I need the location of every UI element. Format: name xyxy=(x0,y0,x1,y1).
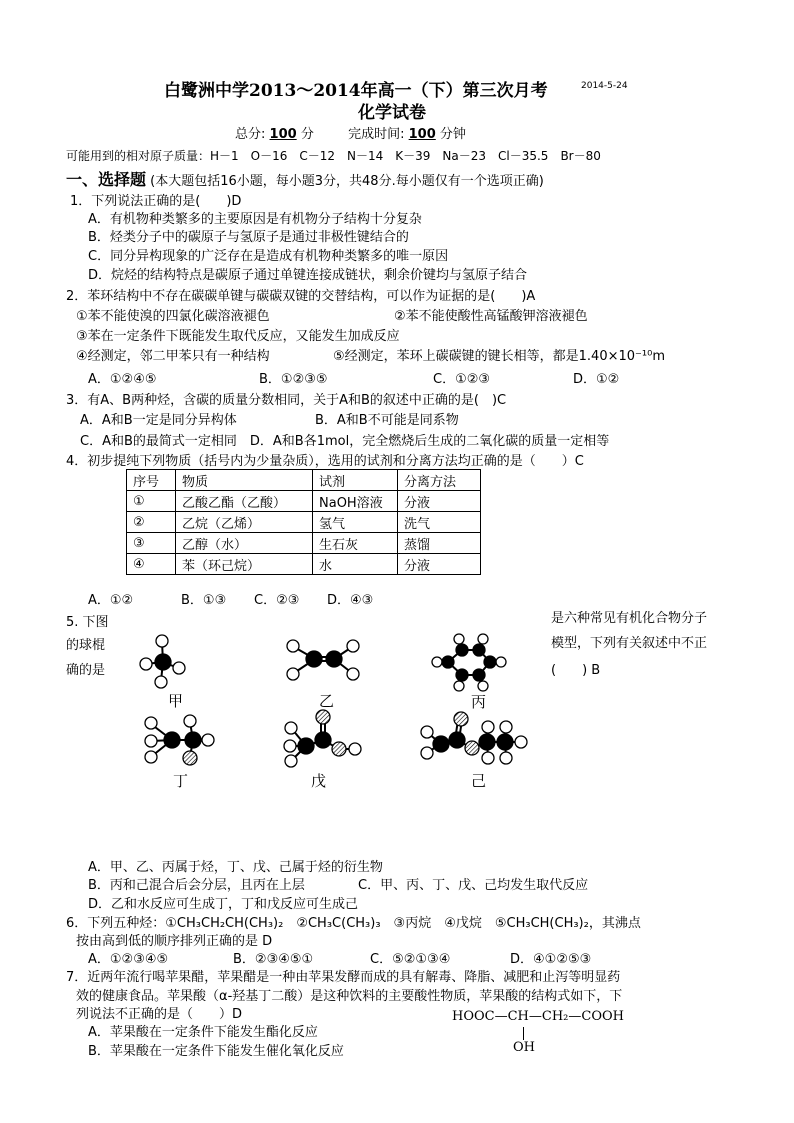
q4-option-b: B．①③ xyxy=(181,593,227,608)
q2-statement-2: ②苯不能使酸性高锰酸钾溶液褪色 xyxy=(394,309,588,324)
section-title: 一、选择题 xyxy=(66,170,147,189)
atomic-masses: 可能用到的相对原子质量：H－1 O－16 C－12 N－14 K－39 Na－23 Cl－35.5 Br－80 xyxy=(66,149,601,163)
page-title: 白鹭洲中学2013～2014年高一（下）第三次月考 xyxy=(164,81,548,101)
exam-date: 2014-5-24 xyxy=(581,81,628,91)
q5-option-b: B．丙和己混合后会分层，且丙在上层 xyxy=(88,878,305,893)
section-heading xyxy=(66,167,544,190)
molecule-label-ding: 丁 xyxy=(173,772,189,790)
q5-left-1: 5. 下图 xyxy=(66,615,109,630)
time-value: 100 xyxy=(408,127,436,142)
section-desc: (本大题包括16小题，每小题3分，共48分.每小题仅有一个选项正确) xyxy=(150,174,544,189)
table-header-cell: 分离方法 xyxy=(398,470,481,491)
table-row xyxy=(127,533,481,554)
table-cell: 分液 xyxy=(398,554,481,575)
q7-option-b: B．苹果酸在一定条件下能发生催化氧化反应 xyxy=(88,1044,344,1059)
page-subtitle: 化学试卷 xyxy=(358,103,426,123)
molecule-label-bing: 丙 xyxy=(471,693,487,711)
table-header-row xyxy=(127,470,481,491)
table-cell: 乙烷（乙烯） xyxy=(176,512,313,533)
q6-stem: 6．下列五种烃：①CH₃CH₂CH(CH₃)₂ ②CH₃C(CH₃)₃ ③丙烷 ④戊烷 ⑤CH₃CH(CH₃)₂，其沸点 xyxy=(66,916,641,931)
q5-option-c: C．甲、丙、丁、戊、己均发生取代反应 xyxy=(358,878,589,893)
molecule-label-ji: 己 xyxy=(471,772,487,790)
q5-left-2: 的球棍 xyxy=(66,638,106,653)
q7-line-2: 效的健康食品。苹果酸（α-羟基丁二酸）是这种饮料的主要酸性物质，苹果酸的结构式如下，下 xyxy=(76,989,623,1004)
malic-acid-formula: HOOC—CH—CH₂—COOH xyxy=(452,1009,624,1024)
table-cell: 蒸馏 xyxy=(398,533,481,554)
q6-option-c: C．⑤②①③④ xyxy=(370,952,451,967)
q4-option-a: A．①② xyxy=(88,593,134,608)
q2-option-a: A．①②④⑤ xyxy=(88,372,157,387)
q2-option-d: D．①② xyxy=(573,372,620,387)
table-header-cell: 物质 xyxy=(176,470,313,491)
q1-stem: 1．下列说法正确的是( )D xyxy=(70,194,242,209)
q5-option-a: A．甲、乙、丙属于烃，丁、戊、己属于烃的衍生物 xyxy=(88,860,383,875)
q2-option-b: B．①②③⑤ xyxy=(259,372,328,387)
q5-left-3: 确的是 xyxy=(66,663,106,678)
q3-option-b: B．A和B不可能是同系物 xyxy=(315,413,459,428)
q3-stem: 3．有A、B两种烃，含碳的质量分数相同，关于A和B的叙述中正确的是( )C xyxy=(66,393,507,408)
table-cell: 乙酸乙酯（乙酸） xyxy=(176,491,313,512)
q7-line-1: 7．近两年流行喝苹果醋，苹果醋是一种由苹果发酵而成的具有解毒、降脂、减肥和止泻等明显药 xyxy=(66,970,621,985)
table-cell: NaOH溶液 xyxy=(313,491,398,512)
q2-stem: 2．苯环结构中不存在碳碳单键与碳碳双键的交替结构，可以作为证据的是( )A xyxy=(66,289,536,304)
malic-acid-oh: OH xyxy=(513,1040,535,1055)
table-cell: ① xyxy=(127,491,176,512)
q4-option-d: D．④③ xyxy=(327,593,374,608)
q2-statement-4: ④经测定，邻二甲苯只有一种结构 xyxy=(76,349,270,364)
table-row xyxy=(127,491,481,512)
q3-option-cd: C．A和B的最简式一定相同 D．A和B各1mol，完全燃烧后生成的二氧化碳的质量一定相等 xyxy=(80,434,610,449)
q5-right-1: 是六种常见有机化合物分子 xyxy=(551,611,708,626)
q1-option-a: A．有机物种类繁多的主要原因是有机物分子结构十分复杂 xyxy=(88,212,422,227)
total-label: 总分: xyxy=(235,127,266,142)
q5-right-2: 模型，下列有关叙述中不正 xyxy=(551,636,708,651)
q2-statement-1: ①苯不能使溴的四氯化碳溶液褪色 xyxy=(76,309,270,324)
time-label: 完成时间: xyxy=(348,127,405,142)
table-header-cell: 试剂 xyxy=(313,470,398,491)
q2-statement-5: ⑤经测定，苯环上碳碳键的键长相等，都是1.40×10⁻¹⁰m xyxy=(333,349,665,364)
table-row xyxy=(127,554,481,575)
table-cell: ③ xyxy=(127,533,176,554)
q4-table xyxy=(126,469,481,575)
q5-right-3: ( ) B xyxy=(551,663,601,678)
q1-option-b: B．烃类分子中的碳原子与氢原子是通过非极性键结合的 xyxy=(88,230,409,245)
total-unit: 分 xyxy=(300,127,314,142)
q4-stem: 4．初步提纯下列物质（括号内为少量杂质），选用的试剂和分离方法均正确的是（ ）C xyxy=(66,454,584,469)
table-cell: 水 xyxy=(313,554,398,575)
q6-option-d: D．④①②⑤③ xyxy=(510,952,592,967)
table-header-cell: 序号 xyxy=(127,470,176,491)
molecule-label-yi: 乙 xyxy=(319,692,335,710)
q7-option-a: A．苹果酸在一定条件下能发生酯化反应 xyxy=(88,1025,318,1040)
q2-option-c: C．①②③ xyxy=(433,372,491,387)
q1-option-d: D．烷烃的结构特点是碳原子通过单键连接成链状，剩余价键均与氢原子结合 xyxy=(88,268,528,283)
q6-stem-2: 按由高到低的顺序排列正确的是 D xyxy=(76,934,273,949)
table-row xyxy=(127,512,481,533)
malic-acid-bond xyxy=(523,1027,524,1040)
total-value: 100 xyxy=(269,127,297,142)
q7-line-3: 列说法不正确的是（ ）D xyxy=(76,1007,243,1022)
q6-option-b: B．②③④⑤① xyxy=(233,952,314,967)
q4-option-c: C．②③ xyxy=(254,593,300,608)
table-cell: ② xyxy=(127,512,176,533)
table-cell: 氢气 xyxy=(313,512,398,533)
score-time-line xyxy=(235,123,466,142)
time-unit: 分钟 xyxy=(439,127,466,142)
q3-option-a: A．A和B一定是同分异构体 xyxy=(80,413,237,428)
table-cell: 分液 xyxy=(398,491,481,512)
molecule-label-jia: 甲 xyxy=(168,692,184,710)
q2-statement-3: ③苯在一定条件下既能发生取代反应，又能发生加成反应 xyxy=(76,329,400,344)
molecule-label-wu: 戊 xyxy=(311,772,327,790)
table-cell: 乙醇（水） xyxy=(176,533,313,554)
table-cell: ④ xyxy=(127,554,176,575)
q5-option-d: D．乙和水反应可生成丁，丁和戊反应可生成己 xyxy=(88,897,359,912)
q6-option-a: A．①②③④⑤ xyxy=(88,952,169,967)
q1-option-c: C．同分异构现象的广泛存在是造成有机物种类繁多的唯一原因 xyxy=(88,249,449,264)
table-cell: 洗气 xyxy=(398,512,481,533)
table-cell: 苯（环己烷） xyxy=(176,554,313,575)
table-cell: 生石灰 xyxy=(313,533,398,554)
